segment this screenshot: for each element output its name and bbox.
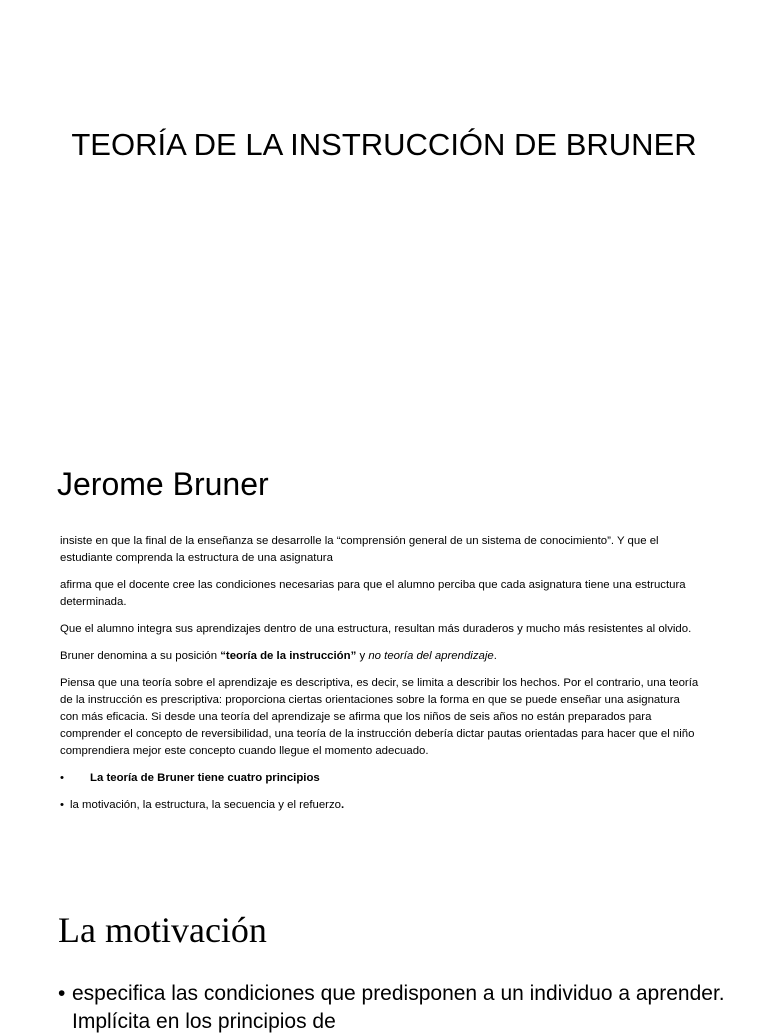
slide-2-body: [60, 533, 700, 824]
bullet-icon: •: [58, 982, 66, 1005]
slide-motivacion: [0, 864, 768, 1033]
bullet-icon: •: [60, 772, 64, 784]
paragraph-2: afirma que el docente cree las condiciones necesarias para que el alumno perciba que cada asignatura tiene una estructura determinada.: [60, 579, 686, 608]
paragraph-4-prefix: Bruner denomina a su posición: [60, 650, 221, 662]
slide-3-title: La motivación: [58, 910, 267, 950]
paragraph-1: insiste en que la final de la enseñanza se desarrolle la “comprensión general de un sistema de conocimiento”. Y que el estudiante comprenda la estructura de una asignatura: [60, 535, 659, 564]
bullet-text-main: la motivación, la estructura, la secuencia y el refuerzo: [70, 799, 341, 811]
slide-2-title: Jerome Bruner: [57, 466, 269, 502]
bullet-text-end: .: [340, 799, 345, 811]
slide-1-title: TEORÍA DE LA INSTRUCCIÓN DE BRUNER: [71, 127, 697, 162]
paragraph-4: [60, 648, 700, 665]
bullet-item: [58, 980, 758, 1036]
paragraph-4-italic: no teoría del aprendizaje: [368, 650, 494, 662]
bullet-item-principles: [60, 770, 700, 787]
bullet-icon: •: [60, 799, 64, 811]
paragraph-4-bold: “teoría de la instrucción”: [220, 650, 357, 662]
bullet-text: La teoría de Bruner tiene cuatro principios: [90, 772, 320, 784]
paragraph-4-suffix: .: [493, 650, 497, 662]
bullet-text: [70, 797, 344, 814]
paragraph-3: Que el alumno integra sus aprendizajes dentro de una estructura, resultan más duraderos y mucho más resistentes al olvido.: [60, 623, 692, 635]
bullet-text: especifica las condiciones que predisponen a un individuo a aprender. Implícita en los principios de: [72, 982, 725, 1033]
slide-title: [0, 0, 768, 432]
paragraph-5: Piensa que una teoría sobre el aprendizaje es descriptiva, es decir, se limita a describir los hechos. Por el contrario, una teoría de la instrucción es prescriptiva: proporciona ciertas orientaciones sobre la forma en que se puede enseñar una asignatura con más eficacia. Si desde una teoría del aprendizaje se afirma que los niños de seis años no están preparados para comprender el concepto de reversibilidad, una teoría de la instrucción debería dictar pautas orientadas para hacer que el niño comprendiera mejor este concepto cuando llegue el momento adecuado.: [60, 677, 699, 757]
paragraph-4-mid: y: [356, 650, 369, 662]
bullet-item-list: [60, 797, 700, 814]
slide-3-body: [58, 980, 758, 1036]
slide-jerome-bruner: [0, 432, 768, 864]
